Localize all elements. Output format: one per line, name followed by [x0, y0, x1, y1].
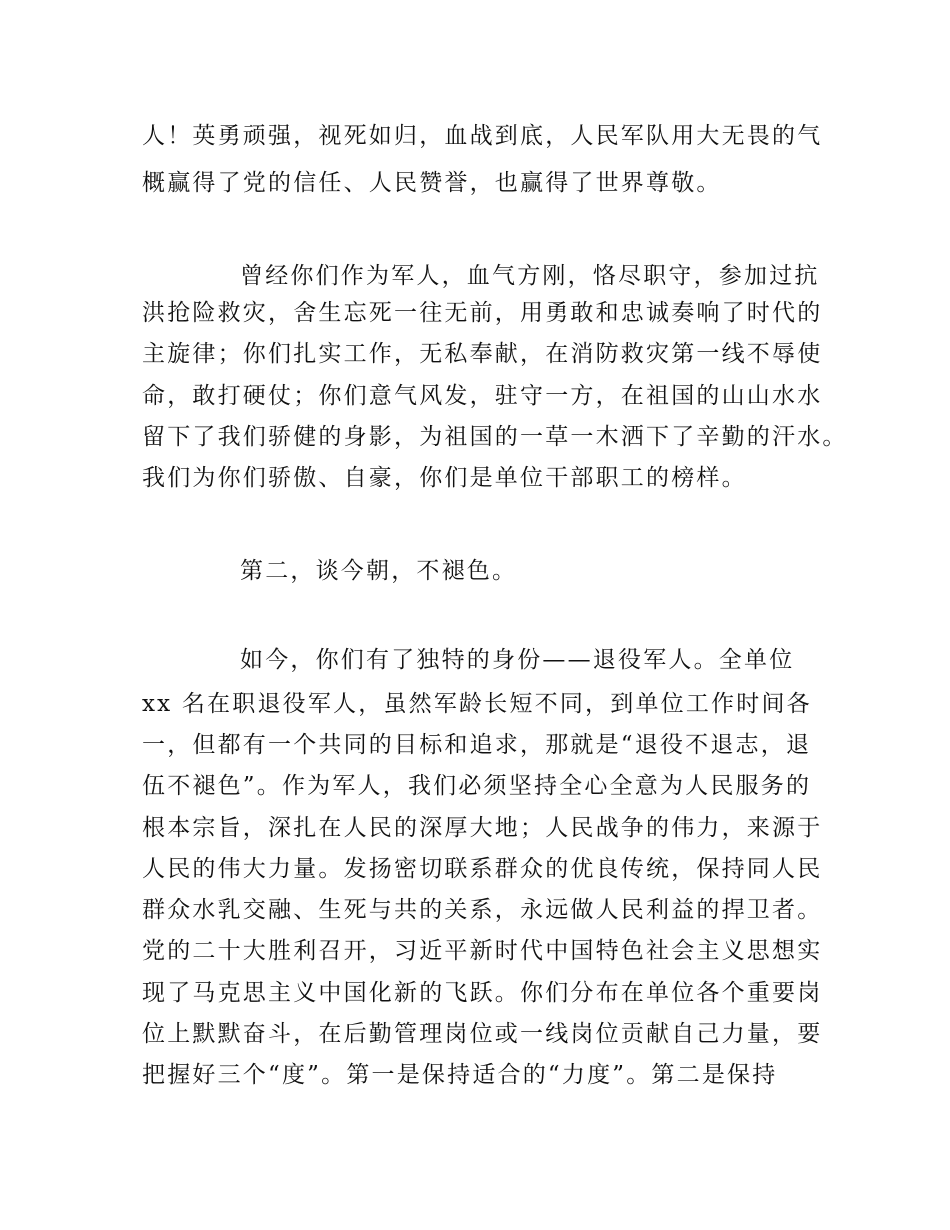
paragraph-3-line-7: 群众水乳交融、生死与共的关系，永远做人民利益的捍卫者。 [142, 897, 823, 923]
paragraph-2-line-4: 命，敢打硬仗；你们意气风发，驻守一方，在祖国的山山水水 [142, 383, 823, 409]
paragraph-3-line-2: xx 名在职退役军人，虽然军龄长短不同，到单位工作时间各 [142, 691, 812, 717]
section-heading: 第二，谈今朝，不褪色。 [240, 558, 518, 584]
paragraph-3-line-10: 位上默默奋斗，在后勤管理岗位或一线岗位贡献自己力量，要 [142, 1021, 823, 1047]
paragraph-3-line-3: 一，但都有一个共同的目标和追求，那就是“退役不退志，退 [142, 732, 812, 758]
paragraph-3-line-6: 人民的伟大力量。发扬密切联系群众的优良传统，保持同人民 [142, 856, 823, 882]
paragraph-2-line-3: 主旋律；你们扎实工作，无私奉献，在消防救灾第一线不辱使 [142, 341, 823, 367]
paragraph-3-line-9: 现了马克思主义中国化新的飞跃。你们分布在单位各个重要岗 [142, 980, 823, 1006]
paragraph-2-line-6: 我们为你们骄傲、自豪，你们是单位干部职工的榜样。 [142, 465, 747, 491]
paragraph-3-line-4: 伍不褪色”。作为军人，我们必须坚持全心全意为人民服务的 [142, 773, 812, 799]
paragraph-3-line-5: 根本宗旨，深扎在人民的深厚大地；人民战争的伟力，来源于 [142, 815, 823, 841]
paragraph-2-line-1: 曾经你们作为军人，血气方刚，恪尽职守，参加过抗 [240, 263, 820, 289]
paragraph-2-line-2: 洪抢险救灾，舍生忘死一往无前，用勇敢和忠诚奏响了时代的 [142, 300, 823, 326]
paragraph-1-line-2: 概赢得了党的信任、人民赞誉，也赢得了世界尊敬。 [142, 170, 722, 196]
paragraph-3-line-8: 党的二十大胜利召开，习近平新时代中国特色社会主义思想实 [142, 938, 823, 964]
paragraph-1-line-1: 人！英勇顽强，视死如归，血战到底，人民军队用大无畏的气 [142, 123, 823, 149]
paragraph-3-line-11: 把握好三个“度”。第一是保持适合的“力度”。第二是保持 [142, 1062, 778, 1088]
paragraph-3-line-1: 如今，你们有了独特的身份——退役军人。全单位 [240, 647, 795, 673]
paragraph-2-line-5: 留下了我们骄健的身影，为祖国的一草一木洒下了辛勤的汗水。 [142, 424, 848, 450]
